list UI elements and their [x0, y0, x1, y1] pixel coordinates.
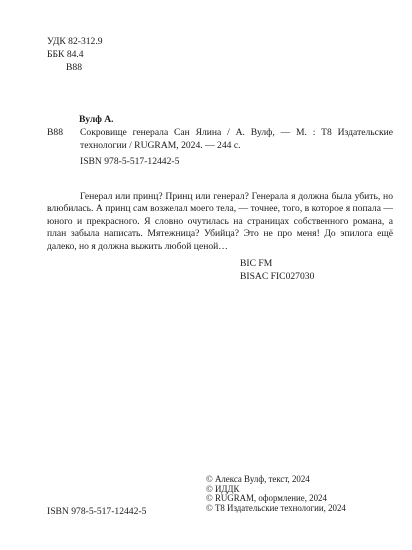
book-annotation: Генерал или принц? Принц или генерал? Генерала я должна была убить, но влюбилась. А принц сам возжелал моего тела, — точнее, того, в которое я попала — юного и прекрасного. Я словно очутилась на страницах собственного романа, а план забыла написать. Мятежница? Убийца? Это не про меня! До эпилога ещё далеко, но я должна выжить любой ценой… — [47, 191, 393, 252]
entry-title: Сокровище генерала Сан Ялина / А. Вулф, — М. : Т8 Издательские технологии / RUGRAM, 2024. — 244 с. — [80, 127, 393, 151]
entry-author: Вулф А. — [79, 114, 114, 125]
author-mark: В88 — [66, 62, 82, 73]
bbk-code: ББК 84.4 — [47, 49, 84, 60]
copyright-block — [206, 475, 346, 513]
copyright-iddk: © ИДДК — [206, 483, 240, 494]
bic-code: BIC FM — [240, 258, 273, 269]
udk-code: УДК 82-312.9 — [47, 36, 103, 47]
bisac-code: BISAC FIC027030 — [240, 271, 315, 282]
entry-isbn: ISBN 978-5-517-12442-5 — [80, 156, 180, 167]
copyright-publisher: © Т8 Издательские технологии, 2024 — [206, 502, 346, 513]
copyright-text: © Алекса Вулф, текст, 2024 — [206, 474, 310, 484]
footer-isbn: ISBN 978-5-517-12442-5 — [47, 506, 147, 517]
copyright-design: © RUGRAM, оформление, 2024 — [206, 493, 327, 504]
entry-author-mark: В88 — [47, 127, 63, 138]
